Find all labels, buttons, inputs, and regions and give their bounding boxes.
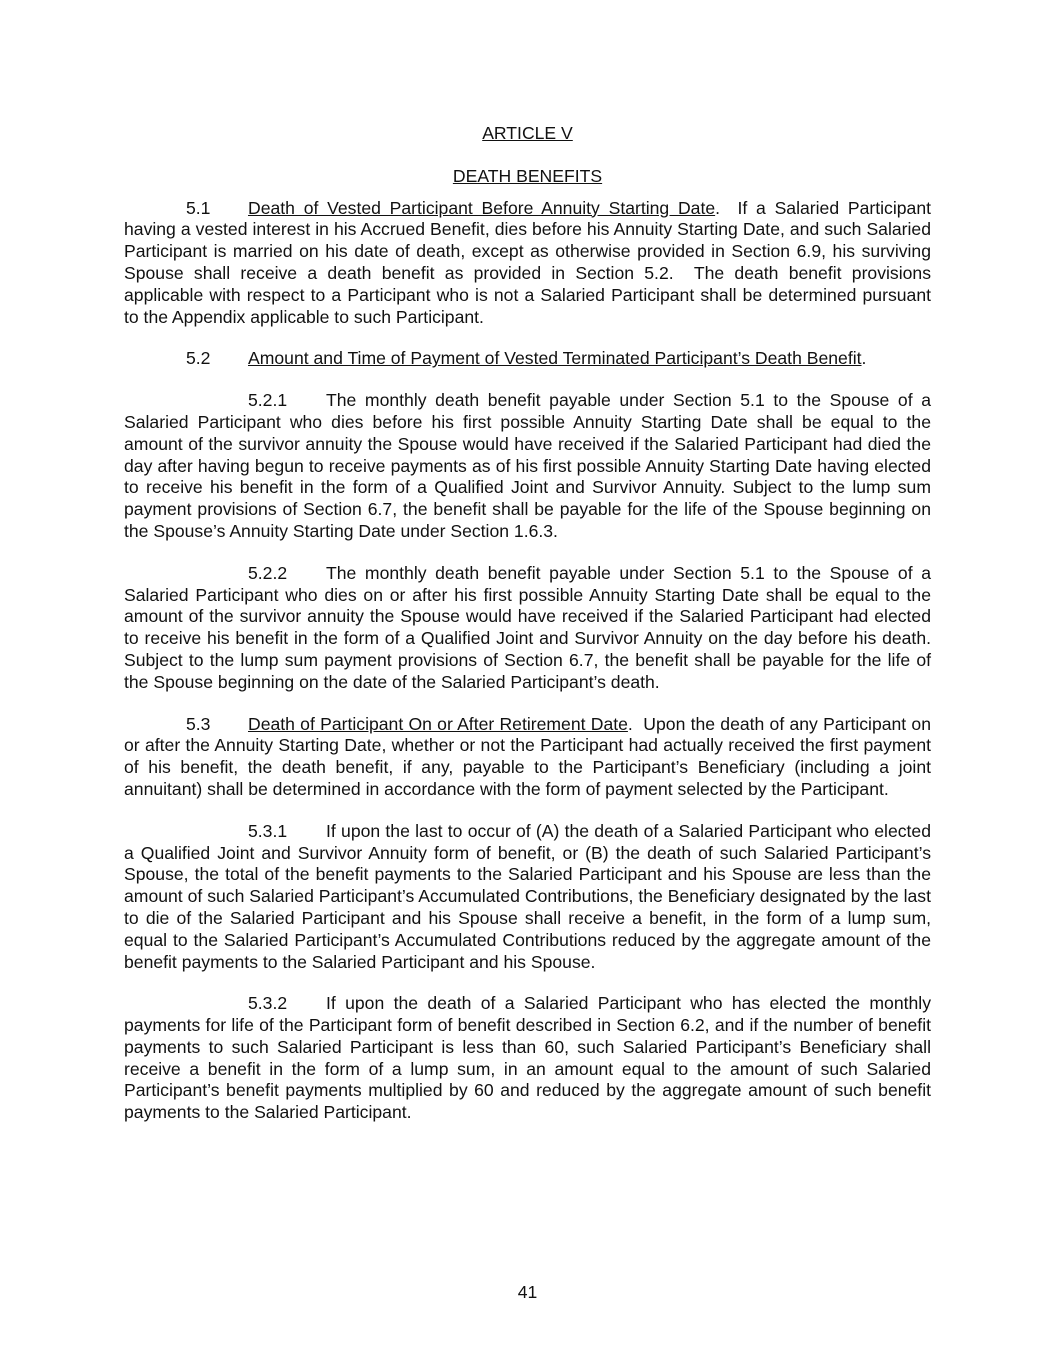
heading-punctuation: .: [715, 197, 721, 218]
section-5-3-2: [124, 993, 931, 1124]
section-5-1: [124, 197, 936, 329]
article-heading: ARTICLE V: [482, 123, 573, 143]
section-text: If a Salaried Participant having a vested interest in his Accrued Benefit, dies before his Annuity Starting Date, and such Salaried Participant is married on his date of death, except as otherwise provided in Section 6.9, his surviving Spouse shall receive a death benefit as provided in Section 5.2. The death benefit provisions applicable with respect to a Participant who is not a Salaried Participant shall be determined pursuant to the Appendix applicable to such Participant.: [124, 197, 936, 327]
section-text: Upon the death of any Participant on or after the Annuity Starting Date, whether or not the Participant had actually received the first payment of his benefit, the death benefit, if any, payable to the Participant’s Beneficiary (including a joint annuitant) shall be determined in accordance with the form of payment selected by the Participant.: [124, 713, 936, 799]
section-heading: Amount and Time of Payment of Vested Terminated Participant’s Death Benefit: [248, 348, 862, 369]
section-text: The monthly death benefit payable under Section 5.1 to the Spouse of a Salaried Participant who dies before his first possible Annuity Starting Date shall be equal to the amount of the survivor annuity the Spouse would have received if the Salaried Participant had died the day after having begun to receive payments as of his first possible Annuity Starting Date having elected to receive his benefit in the form of a Qualified Joint and Survivor Annuity. Subject to the lump sum payment provisions of Section 6.7, the benefit shall be payable for the life of the Spouse beginning on the Spouse’s Annuity Starting Date under Section 1.6.3.: [124, 390, 931, 541]
section-5-2-1: [124, 390, 931, 543]
section-5-3-1: [124, 821, 931, 974]
section-number: 5.2.2: [248, 562, 288, 583]
heading-punctuation: .: [627, 713, 633, 734]
section-text: The monthly death benefit payable under Section 5.1 to the Spouse of a Salaried Participant who dies on or after his first possible Annuity Starting Date shall be equal to the amount of the survivor annuity the Spouse would have received if the Salaried Participant had elected to receive his benefit in the form of a Qualified Joint and Survivor Annuity on the day before his death. Subject to the lump sum payment provisions of Section 6.7, the benefit shall be payable for the life of the Spouse beginning on the date of the Salaried Participant’s death.: [124, 562, 931, 692]
page-number: 41: [517, 1282, 538, 1302]
section-text: If upon the death of a Salaried Participant who has elected the monthly payments for life of the Participant form of benefit described in Section 6.2, and if the number of benefit payments to such Salaried Participant is less than 60, such Salaried Participant’s Beneficiary shall receive a benefit in the form of a lump sum, in an amount equal to the amount of such Salaried Participant’s benefit payments multiplied by 60 and reduced by the aggregate amount of such benefit payments to the Salaried Participant.: [124, 993, 931, 1123]
section-5-3: [124, 713, 936, 801]
section-number: 5.2.1: [248, 390, 288, 411]
section-number: 5.3.1: [248, 820, 288, 841]
section-text: If upon the last to occur of (A) the death of a Salaried Participant who elected a Qualified Joint and Survivor Annuity form of benefit, or (B) the death of such Salaried Participant’s Spouse, the total of the benefit payments to the Salaried Participant and his Spouse are less than the amount of such Salaried Participant’s Accumulated Contributions, the Beneficiary designated by the last to die of the Salaried Participant and his Spouse shall receive a benefit, in the form of a lump sum, equal to the Salaried Participant’s Accumulated Contributions reduced by the aggregate amount of the benefit payments to the Salaried Participant and his Spouse.: [124, 820, 931, 972]
heading-punctuation: .: [861, 348, 867, 369]
section-heading: Death of Participant On or After Retirement Date: [248, 713, 628, 734]
section-5-2: [124, 348, 931, 370]
section-heading: Death of Vested Participant Before Annuity Starting Date: [248, 197, 716, 218]
article-title: DEATH BENEFITS: [452, 165, 603, 186]
section-number: 5.3: [186, 713, 211, 734]
section-5-2-2: [124, 563, 931, 694]
document-body: [124, 123, 936, 1144]
section-number: 5.2: [186, 348, 211, 369]
section-number: 5.1: [186, 197, 211, 218]
section-number: 5.3.2: [248, 993, 288, 1014]
